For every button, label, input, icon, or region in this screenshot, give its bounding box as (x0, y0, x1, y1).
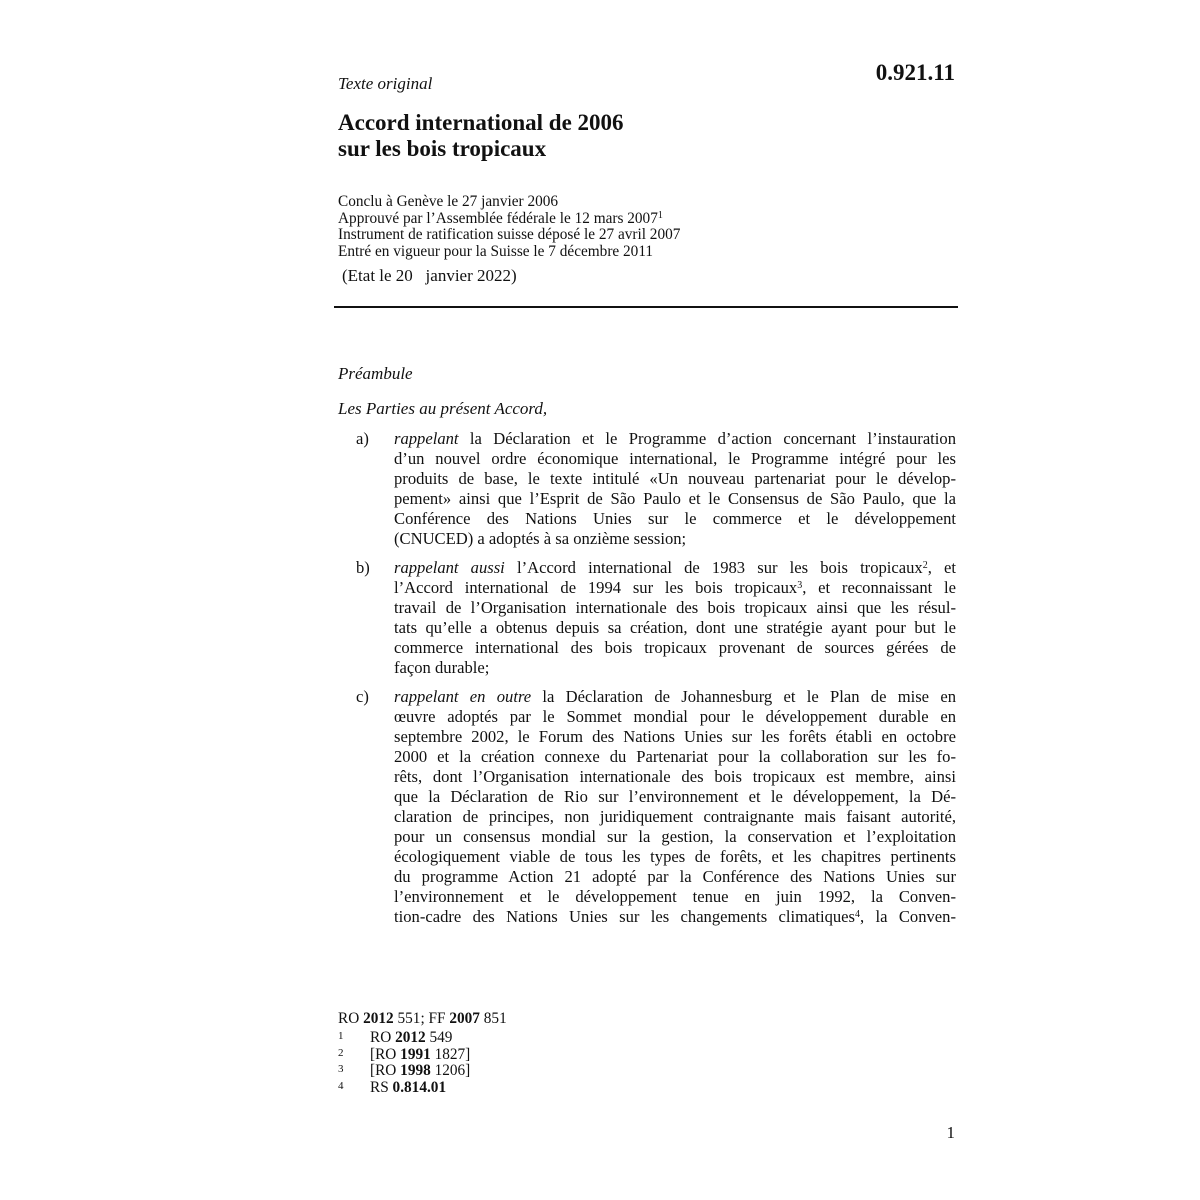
footnote-ref-1[interactable]: 1 (657, 209, 663, 221)
clause-a-keyword: rappelant (394, 429, 459, 448)
ref-ro-year: 2012 (363, 1010, 394, 1027)
clause-b-letter: b) (356, 558, 370, 577)
ratified-line: Instrument de ratification suisse déposé le 27 avril 2007 (338, 226, 681, 243)
footnote-bold: 2012 (395, 1029, 426, 1046)
footnote-suffix: 549 (425, 1029, 453, 1046)
ref-ff-page: 851 (479, 1010, 507, 1027)
clause-c-line: 2000 et la création connexe du Partenariat pour la collaboration sur les fo- (394, 747, 956, 766)
clause-a-line: produits de base, le texte intitulé «Un nouveau partenariat pour le dévelop- (394, 469, 956, 488)
clause-b-line: commerce international des bois tropicaux provenant de sources gérées de (394, 638, 956, 657)
footnote-suffix: 1827] (430, 1045, 471, 1063)
footnote-text (370, 1080, 446, 1097)
footnote-bold: 0.814.01 (392, 1078, 447, 1096)
clause-a-line: (CNUCED) a adoptés à sa onzième session; (394, 529, 687, 548)
footnote-prefix: [RO (370, 1045, 401, 1063)
clause-a-line: Conférence des Nations Unies sur le commerce et le développement (394, 509, 956, 528)
clause-c-line: l’environnement et le développement tenue en juin 1992, la Conven- (394, 887, 956, 906)
in-force-line: Entré en vigueur pour la Suisse le 7 décembre 2011 (338, 242, 654, 260)
clause-b-line (394, 558, 956, 578)
clause-c-line: rêts, dont l’Organisation internationale des bois tropicaux est membre, ainsi (394, 767, 956, 786)
clause-a-line (394, 429, 956, 449)
clause-a-line: d’un nouvel ordre économique international, le Programme intégré pour les (394, 449, 956, 468)
clause-b-text: l’Accord international de 1994 sur les bois tropicaux (394, 578, 798, 597)
clause-a (356, 429, 956, 549)
clause-c-line: œuvre adoptés par le Sommet mondial pour le développement durable en (394, 707, 956, 726)
clause-a-line: pement» ainsi que l’Esprit de São Paulo et le Consensus de São Paulo, que la (394, 489, 956, 508)
preamble-heading: Préambule (338, 364, 413, 383)
footnote-1 (338, 1030, 738, 1047)
footnote-number: 1 (338, 1030, 344, 1042)
clause-b-line: tats qu’elle a obtenus depuis sa création, dont une stratégie ayant pour but le (394, 618, 956, 637)
footnote-number: 2 (338, 1046, 344, 1059)
footnote-suffix: 1206] (430, 1062, 471, 1079)
footnote-2 (338, 1047, 738, 1064)
footnote-prefix: RS (370, 1078, 393, 1096)
clause-b-keyword: rappelant aussi (394, 558, 505, 577)
clause-c-line: claration de principes, non juridiquement contraignante mais faisant autorité, (394, 807, 956, 826)
ref-ff-year: 2007 (449, 1010, 480, 1027)
footnote-bold: 1998 (400, 1062, 431, 1079)
clause-c-line: que la Déclaration de Rio sur l’environnement et le développement, la Dé- (394, 787, 956, 806)
clause-b (356, 558, 956, 678)
state-date: (Etat le 20 janvier 2022) (342, 266, 517, 285)
clause-c-line (394, 907, 956, 927)
clause-b-line (394, 578, 956, 598)
footnote-ref-4[interactable]: 4 (855, 909, 861, 920)
clause-b-text: , et reconnaissant le (802, 578, 957, 597)
clause-c-text: la Déclaration de Johannesburg et le Plan de mise en (531, 687, 956, 706)
ref-ro-page: 551; FF (393, 1010, 450, 1027)
title-line-2: sur les bois tropicaux (338, 136, 547, 161)
footnote-4 (338, 1080, 738, 1097)
footnote-number: 3 (338, 1063, 344, 1075)
title-line-1: Accord international de 2006 (338, 110, 624, 135)
clause-a-letter: a) (356, 429, 369, 448)
clause-b-text: , et (927, 558, 957, 577)
clause-c-text: tion-cadre des Nations Unies sur les changements climatiques (394, 907, 856, 926)
document-label: Texte original (338, 74, 433, 93)
publication-reference (338, 1010, 507, 1028)
clause-c-text: , la Conven- (860, 907, 956, 926)
ref-prefix: RO (338, 1010, 364, 1027)
clause-c (356, 687, 956, 927)
footnote-bold: 1991 (400, 1045, 431, 1063)
clause-c-line: pour un consensus mondial sur la gestion, la conservation et l’exploitation (394, 827, 956, 846)
footnote-number: 4 (338, 1079, 344, 1092)
concluded-line: Conclu à Genève le 27 janvier 2006 (338, 193, 559, 210)
footnote-text (370, 1030, 452, 1047)
header-divider (334, 306, 958, 308)
adoption-details (338, 194, 938, 260)
footnote-prefix: [RO (370, 1062, 401, 1079)
clause-a-text: la Déclaration et le Programme d’action concernant l’instauration (458, 429, 956, 448)
footnote-ref-3[interactable]: 3 (797, 580, 803, 591)
document-number: 0.921.11 (875, 60, 955, 85)
clause-b-text: l’Accord international de 1983 sur les bois tropicaux (504, 558, 923, 577)
footnote-ref-2[interactable]: 2 (922, 560, 928, 571)
clause-c-keyword: rappelant en outre (394, 687, 532, 706)
footnote-3 (338, 1063, 738, 1080)
approved-line (338, 211, 938, 228)
clause-c-line: septembre 2002, le Forum des Nations Unies sur les forêts établi en octobre (394, 727, 956, 746)
clause-c-line: écologiquement viable de tous les types de forêts, et les chapitres pertinents (394, 847, 956, 866)
page-number: 1 (946, 1123, 955, 1142)
clause-b-line: façon durable; (394, 658, 490, 677)
document-title (338, 110, 938, 162)
parties-intro: Les Parties au présent Accord, (338, 399, 548, 418)
clause-c-line (394, 687, 956, 707)
approved-text: Approuvé par l’Assemblée fédérale le 12 mars 2007 (338, 209, 658, 227)
clause-c-letter: c) (356, 687, 369, 706)
footnote-prefix: RO (370, 1029, 396, 1046)
footnote-text (370, 1063, 470, 1080)
footnote-text (370, 1047, 470, 1064)
clause-c-line: du programme Action 21 adopté par la Conférence des Nations Unies sur (394, 867, 956, 886)
footnotes (338, 1030, 738, 1096)
clause-b-line: travail de l’Organisation internationale des bois tropicaux ainsi que les résul- (394, 598, 956, 617)
